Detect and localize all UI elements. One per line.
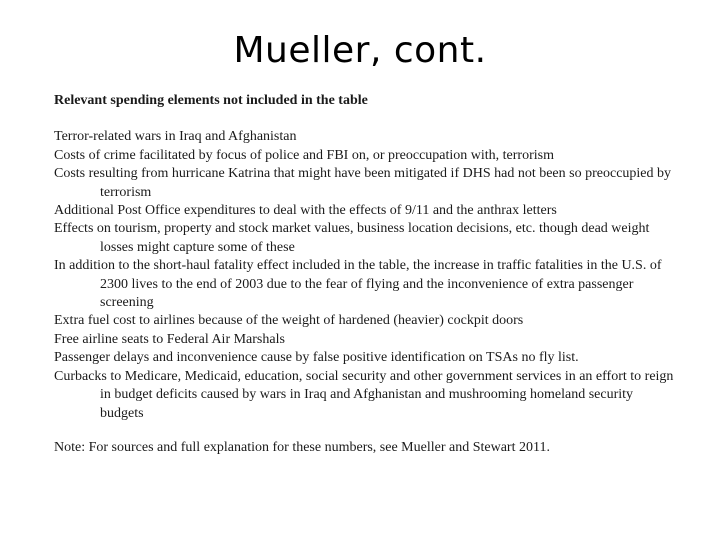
slide-title: Mueller, cont.	[233, 30, 487, 71]
source-note: Note: For sources and full explanation for these numbers, see Mueller and Stewart 2011.	[54, 439, 550, 455]
spending-elements-block	[54, 92, 674, 457]
list-item: Free airline seats to Federal Air Marshals	[54, 331, 285, 347]
list-item: Terror-related wars in Iraq and Afghanistan	[54, 129, 297, 145]
list-item: Passenger delays and inconvenience cause by false positive identification on TSAs no fly list.	[54, 350, 579, 366]
list-item: In addition to the short-haul fatality effect included in the table, the increase in traffic fatalities in the U.S. of 2300 lives to the end of 2003 due to the fear of flying and the inconvenience of extra passenger screening	[54, 258, 662, 311]
list-item: Curbacks to Medicare, Medicaid, education, social security and other government services in an effort to reign in budget deficits caused by wars in Iraq and Afghanistan and mushrooming homeland security budgets	[54, 368, 674, 421]
spending-list	[54, 128, 674, 423]
list-item: Costs resulting from hurricane Katrina that might have been mitigated if DHS had not been so preoccupied by terrorism	[54, 166, 672, 200]
list-item: Additional Post Office expenditures to deal with the effects of 9/11 and the anthrax letters	[54, 203, 557, 219]
list-item: Extra fuel cost to airlines because of the weight of hardened (heavier) cockpit doors	[54, 313, 524, 329]
list-item: Costs of crime facilitated by focus of police and FBI on, or preoccupation with, terrorism	[54, 147, 554, 163]
list-item: Effects on tourism, property and stock market values, business location decisions, etc. though dead weight losses might capture some of these	[54, 221, 650, 255]
section-heading: Relevant spending elements not included in the table	[54, 93, 368, 108]
